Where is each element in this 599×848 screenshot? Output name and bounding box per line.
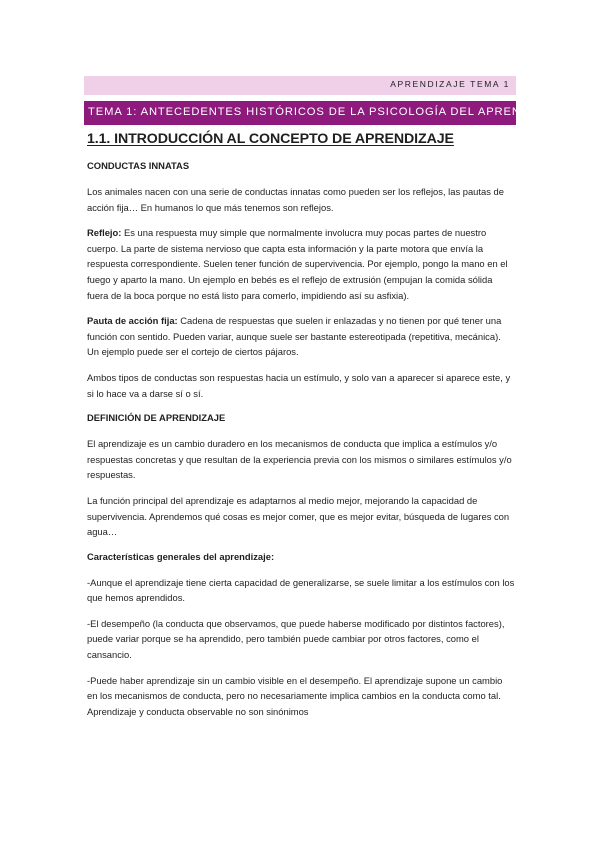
chapter-title: TEMA 1: ANTECEDENTES HISTÓRICOS DE LA PSICOLOGÍA DEL APRENDIZAJE (88, 106, 565, 118)
paragraph-caracteristica-1: -Aunque el aprendizaje tiene cierta capacidad de generalizarse, se suele limitar a los estímulos con los que hemos aprendidos. (87, 576, 515, 604)
paragraph-innatas: Los animales nacen con una serie de conductas innatas como pueden ser los reflejos, las pautas de acción fija… En humanos lo que más tenemos son reflejos. (87, 186, 504, 213)
paragraph-caracteristica-3: -Puede haber aprendizaje sin un cambio visible en el desempeño. El aprendizaje supone un cambio en los mecanismos de conducta, pero no necesariamente implica cambios en la conducta como tal. Aprendizaje y conducta observable no son sinónimos (87, 674, 503, 717)
chapter-title-bar (84, 101, 565, 125)
term-pauta: Pauta de acción fija: (87, 315, 178, 327)
paragraph-ambos: Ambos tipos de conductas son respuestas hacia un estímulo, y solo van a aparecer si aparece este, y si lo hace va a darse sí o sí. (87, 371, 511, 399)
heading-caracteristicas: Características generales del aprendizaje: (87, 550, 275, 562)
paragraph-pauta (87, 313, 515, 360)
paragraph-definicion-1: El aprendizaje es un cambio duradero en los mecanismos de conducta que implica a estímulos y/o respuestas concretas y que resultan de la experiencia previa con los mismos o similares estímulos y/o respuestas. (87, 438, 512, 481)
heading-definicion: DEFINICIÓN DE APRENDIZAJE (87, 412, 226, 424)
definition-reflejo: Es una respuesta muy simple que normalmente involucra muy pocas partes de nuestro cuerpo. La parte de sistema nervioso que capta esta información y la parte motora que envía la respuesta correspondiente. Suelen tener función de supervivencia. Por ejemplo, pongo la mano en el fuego y aparto la mano. Un ejemplo en bebés es el reflejo de extrusión (empujan la comida sólida fuera de la boca porque no está listo para comerlo, impidiendo así su asfixia). (87, 227, 508, 301)
definition-pauta: Cadena de respuestas que suelen ir enlazadas y no tienen por qué tener una función con sentido. Pueden variar, aunque suele ser bastante estereotipada (repetitiva, mecánica). Un ejemplo puede ser el cortejo de ciertos pájaros. (87, 315, 502, 358)
paragraph-reflejo (87, 225, 515, 303)
document-body (87, 131, 515, 729)
paragraph-caracteristica-2: -El desempeño (la conducta que observamos, que puede haberse modificado por distintos factores), puede variar porque se ha aprendido, pero también puede cambiar por otros factores, como el cansancio. (87, 617, 505, 661)
running-header (84, 76, 516, 95)
term-reflejo: Reflejo: (87, 227, 122, 239)
heading-conductas-innatas: CONDUCTAS INNATAS (87, 160, 190, 171)
running-header-title: APRENDIZAJE TEMA 1 (390, 79, 510, 89)
paragraph-definicion-2: La función principal del aprendizaje es adaptarnos al medio mejor, mejorando la capacidad de supervivencia. Aprendemos qué cosas es mejor comer, que es mejor evitar, búsqueda de lugares con agua… (87, 494, 510, 538)
section-title: 1.1. INTRODUCCIÓN AL CONCEPTO DE APRENDIZAJE (87, 131, 454, 147)
